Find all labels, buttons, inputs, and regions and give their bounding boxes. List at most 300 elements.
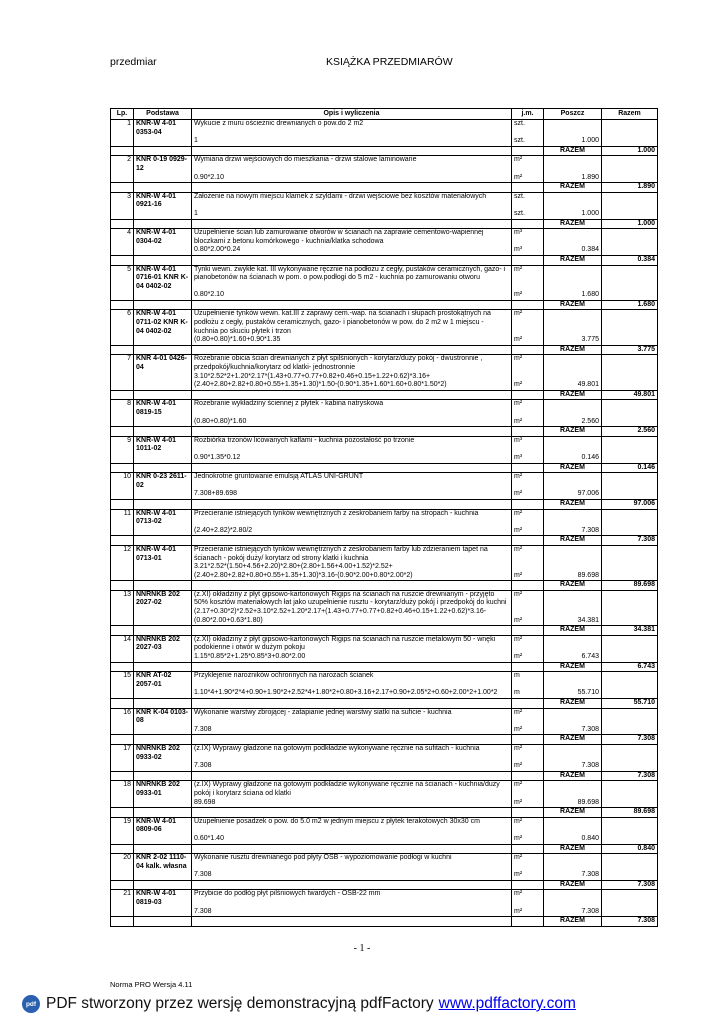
- table-row-calculation: [111, 137, 658, 146]
- razem-total-value: 7.308: [602, 735, 658, 745]
- razem-lp-empty: [111, 146, 134, 156]
- calc-razem-empty: [602, 373, 658, 391]
- item-podstawa: KNR-W 4-01 0713-01: [134, 545, 192, 563]
- item-podstawa: KNR-W 4-01 1011-02: [134, 436, 192, 454]
- table-row-item: [111, 817, 658, 835]
- item-razem-empty: [602, 744, 658, 762]
- calc-lp-empty: [111, 418, 134, 427]
- razem-podstawa-empty: [134, 499, 192, 509]
- item-unit: m³: [512, 229, 544, 247]
- table-row-calculation: [111, 336, 658, 345]
- calc-formula: 1.10*4+1.90*2*4+0.90+1.90*2+2.52*4+1.80*2+0.80+3.16+2.17+0.90+2.05*2+0.60+2.00*2+1.00*2: [192, 689, 512, 698]
- item-description: Uzupełnienie ścian lub zamurowanie otworów w ścianach na zaprawie cementowo-wapiennej bloczkami z betonu komórkowego - kuchnia/klatka schodowa: [192, 229, 512, 247]
- calc-lp-empty: [111, 210, 134, 219]
- table-row-calculation: [111, 454, 658, 463]
- razem-opis-empty: [192, 581, 512, 591]
- column-header-opis: Opis i wyliczenia: [192, 109, 512, 120]
- razem-opis-empty: [192, 427, 512, 437]
- calc-unit: m²: [512, 490, 544, 499]
- table-row-item: [111, 854, 658, 872]
- razem-total-value: 0.146: [602, 463, 658, 473]
- calc-unit: m²: [512, 835, 544, 844]
- razem-total-value: 1.000: [602, 146, 658, 156]
- table-row-razem: [111, 219, 658, 229]
- item-unit: szt.: [512, 120, 544, 138]
- item-unit: m: [512, 672, 544, 690]
- razem-label: RAZEM: [544, 771, 602, 781]
- razem-total-value: 49.801: [602, 390, 658, 400]
- item-lp: 11: [111, 509, 134, 527]
- razem-podstawa-empty: [134, 463, 192, 473]
- calc-unit: m²: [512, 174, 544, 183]
- table-row-razem: [111, 255, 658, 265]
- item-razem-empty: [602, 192, 658, 210]
- table-header-row: [111, 109, 658, 120]
- item-lp: 3: [111, 192, 134, 210]
- calc-unit: m²: [512, 762, 544, 771]
- table-row-item: [111, 545, 658, 563]
- table-row-razem: [111, 463, 658, 473]
- item-podstawa: KNR-W 4-01 0353-04: [134, 120, 192, 138]
- calc-razem-empty: [602, 210, 658, 219]
- calc-unit: m²: [512, 563, 544, 581]
- item-unit: m²: [512, 708, 544, 726]
- item-description: (z.IX) Wyprawy gładzone na gotowym podkładzie wykonywane ręcznie na ścianach - kuchnia/duży pokój i korytarz ściana od klatki: [192, 781, 512, 799]
- razem-total-value: 7.308: [602, 880, 658, 890]
- item-description: (z.XI) okładziny z płyt gipsowo-kartonowych Rigips na ścianach na ruszcie drewnianym - przyjęto 50% kosztów materiałowych łat jako uzupełnienie rusztu - korytarz/duży pokój i przedpokój do kuchni: [192, 590, 512, 608]
- item-razem-empty: [602, 120, 658, 138]
- item-razem-empty: [602, 156, 658, 174]
- item-podstawa: KNR-W 4-01 0711-02 KNR K-04 0402-02: [134, 310, 192, 336]
- calc-formula: 7.308: [192, 908, 512, 917]
- table-row-item: [111, 781, 658, 799]
- razem-label: RAZEM: [544, 844, 602, 854]
- calc-poszcz-value: 1.680: [544, 291, 602, 300]
- item-poszcz-empty: [544, 817, 602, 835]
- razem-label: RAZEM: [544, 183, 602, 193]
- razem-podstawa-empty: [134, 300, 192, 310]
- calc-lp-empty: [111, 490, 134, 499]
- calc-razem-empty: [602, 908, 658, 917]
- razem-lp-empty: [111, 735, 134, 745]
- razem-podstawa-empty: [134, 183, 192, 193]
- razem-lp-empty: [111, 917, 134, 927]
- header-left-title: przedmiar: [110, 56, 157, 68]
- item-poszcz-empty: [544, 854, 602, 872]
- item-description: Uzupełnienie posadzek o pow. do 5.0 m2 w jednym miejscu z płytek terakotowych 30x30 cm: [192, 817, 512, 835]
- calc-lp-empty: [111, 137, 134, 146]
- calc-podstawa-empty: [134, 871, 192, 880]
- table-row-razem: [111, 427, 658, 437]
- calc-razem-empty: [602, 454, 658, 463]
- item-unit: m²: [512, 890, 544, 908]
- calc-razem-empty: [602, 490, 658, 499]
- razem-opis-empty: [192, 699, 512, 709]
- table-row-calculation: [111, 608, 658, 626]
- item-razem-empty: [602, 708, 658, 726]
- calc-unit: m²: [512, 608, 544, 626]
- item-unit: m²: [512, 156, 544, 174]
- item-unit: m³: [512, 436, 544, 454]
- item-podstawa: KNR AT-02 2057-01: [134, 672, 192, 690]
- item-razem-empty: [602, 436, 658, 454]
- item-poszcz-empty: [544, 473, 602, 491]
- razem-jm-empty: [512, 808, 544, 818]
- razem-total-value: 7.308: [602, 536, 658, 546]
- item-poszcz-empty: [544, 156, 602, 174]
- item-podstawa: KNR 4-01 0426-04: [134, 355, 192, 373]
- razem-lp-empty: [111, 808, 134, 818]
- calc-formula: 0.80*2.00*0.24: [192, 246, 512, 255]
- calc-lp-empty: [111, 799, 134, 808]
- item-razem-empty: [602, 473, 658, 491]
- item-description: Przyklejenie narożników ochronnych na narożach ścianek: [192, 672, 512, 690]
- razem-jm-empty: [512, 735, 544, 745]
- table-row-item: [111, 473, 658, 491]
- item-razem-empty: [602, 265, 658, 291]
- table-row-razem: [111, 735, 658, 745]
- table-row-item: [111, 890, 658, 908]
- razem-label: RAZEM: [544, 463, 602, 473]
- razem-total-value: 0.840: [602, 844, 658, 854]
- table-row-calculation: [111, 373, 658, 391]
- table-row-razem: [111, 390, 658, 400]
- item-razem-empty: [602, 817, 658, 835]
- item-description: Wymiana drzwi wejściowych do mieszkania - drzwi stalowe laminowane: [192, 156, 512, 174]
- item-unit: m²: [512, 310, 544, 336]
- item-lp: 20: [111, 854, 134, 872]
- calc-lp-empty: [111, 246, 134, 255]
- razem-jm-empty: [512, 345, 544, 355]
- calc-unit: m²: [512, 653, 544, 662]
- calc-unit: m²: [512, 527, 544, 536]
- razem-label: RAZEM: [544, 626, 602, 636]
- razem-label: RAZEM: [544, 146, 602, 156]
- calc-lp-empty: [111, 762, 134, 771]
- item-description: (z.IX) Wyprawy gładzone na gotowym podkładzie wykonywane ręcznie na sufitach - kuchnia: [192, 744, 512, 762]
- table-row-razem: [111, 844, 658, 854]
- table-row-razem: [111, 345, 658, 355]
- razem-total-value: 6.743: [602, 662, 658, 672]
- razem-opis-empty: [192, 662, 512, 672]
- razem-total-value: 1.680: [602, 300, 658, 310]
- razem-jm-empty: [512, 662, 544, 672]
- item-poszcz-empty: [544, 890, 602, 908]
- item-podstawa: KNR-W 4-01 0819-15: [134, 400, 192, 418]
- razem-opis-empty: [192, 463, 512, 473]
- item-podstawa: NNRNKB 202 2027-03: [134, 635, 192, 653]
- razem-jm-empty: [512, 427, 544, 437]
- table-row-calculation: [111, 490, 658, 499]
- razem-total-value: 3.775: [602, 345, 658, 355]
- razem-podstawa-empty: [134, 735, 192, 745]
- item-lp: 17: [111, 744, 134, 762]
- table-row-calculation: [111, 726, 658, 735]
- calc-poszcz-value: 34.381: [544, 608, 602, 626]
- razem-podstawa-empty: [134, 626, 192, 636]
- item-unit: m²: [512, 473, 544, 491]
- razem-jm-empty: [512, 626, 544, 636]
- table-row-item: [111, 265, 658, 291]
- calc-razem-empty: [602, 653, 658, 662]
- razem-total-value: 55.710: [602, 699, 658, 709]
- calc-formula: 0.80*2.10: [192, 291, 512, 300]
- calc-poszcz-value: 7.308: [544, 908, 602, 917]
- razem-label: RAZEM: [544, 390, 602, 400]
- table-row-razem: [111, 808, 658, 818]
- calc-podstawa-empty: [134, 762, 192, 771]
- calc-razem-empty: [602, 336, 658, 345]
- table-row-razem: [111, 146, 658, 156]
- calc-razem-empty: [602, 174, 658, 183]
- item-razem-empty: [602, 890, 658, 908]
- razem-podstawa-empty: [134, 771, 192, 781]
- calc-unit: m²: [512, 871, 544, 880]
- item-lp: 16: [111, 708, 134, 726]
- calc-poszcz-value: 49.801: [544, 373, 602, 391]
- calc-podstawa-empty: [134, 653, 192, 662]
- calc-podstawa-empty: [134, 210, 192, 219]
- item-poszcz-empty: [544, 744, 602, 762]
- column-header-jm: j.m.: [512, 109, 544, 120]
- razem-jm-empty: [512, 880, 544, 890]
- razem-opis-empty: [192, 917, 512, 927]
- calc-podstawa-empty: [134, 291, 192, 300]
- razem-podstawa-empty: [134, 581, 192, 591]
- item-lp: 2: [111, 156, 134, 174]
- calc-unit: m: [512, 689, 544, 698]
- item-poszcz-empty: [544, 400, 602, 418]
- item-description: Wykonanie warstwy zbrojącej - zatapianie jednej warstwy siatki na suficie - kuchnia: [192, 708, 512, 726]
- item-lp: 14: [111, 635, 134, 653]
- item-unit: m²: [512, 590, 544, 608]
- item-description: Przecieranie istniejących tynków wewnętrznych z zeskrobaniem farby na stropach - kuchnia: [192, 509, 512, 527]
- header-document-title: KSIĄŻKA PRZEDMIARÓW: [326, 56, 453, 68]
- item-poszcz-empty: [544, 229, 602, 247]
- razem-podstawa-empty: [134, 536, 192, 546]
- item-poszcz-empty: [544, 436, 602, 454]
- calc-formula: 89.698: [192, 799, 512, 808]
- calc-unit: szt.: [512, 210, 544, 219]
- column-header-razem: Razem: [602, 109, 658, 120]
- razem-lp-empty: [111, 536, 134, 546]
- calc-unit: m²: [512, 336, 544, 345]
- calc-unit: m²: [512, 291, 544, 300]
- razem-opis-empty: [192, 146, 512, 156]
- item-description: Przecieranie istniejących tynków wewnętrznych z zeskrobaniem farby lub zdzieraniem tapet na ścianach - pokój duży/ korytarz od strony klatki i kuchnia: [192, 545, 512, 563]
- table-row-razem: [111, 771, 658, 781]
- table-row-razem: [111, 662, 658, 672]
- razem-podstawa-empty: [134, 844, 192, 854]
- calc-unit: m²: [512, 418, 544, 427]
- pdf-factory-banner: [22, 992, 576, 1016]
- item-description: Jednokrotne gruntowanie emulsją ATLAS UNI-GRUNT: [192, 473, 512, 491]
- przedmiar-table: [110, 108, 658, 927]
- table-row-calculation: [111, 871, 658, 880]
- razem-label: RAZEM: [544, 662, 602, 672]
- calc-formula: 3.10*2.52*2+1.20*2.17*(1.43+0.77+0.77+0.82+0.46+0.15+1.22+0.62)*3.16+(2.40+2.80+2.82+0.80+0.55+1.35+1.30)*1.50-(0.90*1.35+1.60*1.60+0.80*1.50*2): [192, 373, 512, 391]
- razem-opis-empty: [192, 844, 512, 854]
- item-podstawa: KNR K-04 0103-08: [134, 708, 192, 726]
- table-row-calculation: [111, 689, 658, 698]
- calc-poszcz-value: 1.890: [544, 174, 602, 183]
- item-unit: m²: [512, 635, 544, 653]
- calc-lp-empty: [111, 871, 134, 880]
- item-lp: 21: [111, 890, 134, 908]
- calc-formula: 0.90*2.10: [192, 174, 512, 183]
- item-lp: 5: [111, 265, 134, 291]
- calc-poszcz-value: 7.308: [544, 726, 602, 735]
- razem-label: RAZEM: [544, 808, 602, 818]
- table-row-razem: [111, 183, 658, 193]
- razem-total-value: 0.384: [602, 255, 658, 265]
- item-podstawa: NNRNKB 202 2027-02: [134, 590, 192, 608]
- calc-poszcz-value: 7.308: [544, 527, 602, 536]
- table-row-item: [111, 120, 658, 138]
- calc-podstawa-empty: [134, 563, 192, 581]
- calc-poszcz-value: 0.146: [544, 454, 602, 463]
- page-number: - 1 -: [353, 943, 371, 954]
- software-version: Norma PRO Wersja 4.11: [110, 980, 193, 989]
- razem-jm-empty: [512, 390, 544, 400]
- razem-podstawa-empty: [134, 880, 192, 890]
- calc-podstawa-empty: [134, 454, 192, 463]
- razem-lp-empty: [111, 662, 134, 672]
- calc-lp-empty: [111, 726, 134, 735]
- calc-formula: 7.308: [192, 726, 512, 735]
- calc-lp-empty: [111, 835, 134, 844]
- item-podstawa: KNR 2-02 1110-04 kalk. własna: [134, 854, 192, 872]
- calc-formula: (2.17+0.30*2)*2.52+3.10*2.52+1.20*2.17+(1.43+0.77+0.77+0.82+0.46+0.15+1.22+0.62)*3.16-(0.80*2.00+0.63*1.80): [192, 608, 512, 626]
- item-description: Rozbiórka trzonów licowanych kaflami - kuchnia pozostałość po trzonie: [192, 436, 512, 454]
- calc-razem-empty: [602, 527, 658, 536]
- razem-podstawa-empty: [134, 345, 192, 355]
- item-podstawa: NNRNKB 202 0933-02: [134, 744, 192, 762]
- razem-lp-empty: [111, 771, 134, 781]
- calc-razem-empty: [602, 871, 658, 880]
- calc-poszcz-value: 0.840: [544, 835, 602, 844]
- item-unit: m²: [512, 854, 544, 872]
- calc-formula: 1.15*0.85*2+1.25*0.85*3+0.80*2.00: [192, 653, 512, 662]
- item-podstawa: KNR-W 4-01 0304-02: [134, 229, 192, 247]
- razem-lp-empty: [111, 390, 134, 400]
- column-header-podstawa: Podstawa: [134, 109, 192, 120]
- calc-podstawa-empty: [134, 908, 192, 917]
- razem-podstawa-empty: [134, 662, 192, 672]
- razem-opis-empty: [192, 771, 512, 781]
- item-unit: szt.: [512, 192, 544, 210]
- table-row-item: [111, 708, 658, 726]
- calc-unit: m²: [512, 908, 544, 917]
- calc-poszcz-value: 6.743: [544, 653, 602, 662]
- item-razem-empty: [602, 854, 658, 872]
- item-poszcz-empty: [544, 590, 602, 608]
- table-row-razem: [111, 581, 658, 591]
- item-description: Uzupełnienie tynków wewn. kat.III z zaprawy cem.-wap. na ścianach i słupach prostokątnych na podłożu z cegły, pustaków ceramicznych, gazo- i pianobetonów w pow. do 2 m2 w 1 miejscu - kuchnia po skuciu płytek i trzon: [192, 310, 512, 336]
- razem-label: RAZEM: [544, 917, 602, 927]
- calc-unit: szt.: [512, 137, 544, 146]
- item-razem-empty: [602, 545, 658, 563]
- item-razem-empty: [602, 590, 658, 608]
- pdf-factory-link[interactable]: www.pdffactory.com: [438, 995, 576, 1012]
- calc-podstawa-empty: [134, 799, 192, 808]
- calc-formula: 7.308+89.698: [192, 490, 512, 499]
- item-unit: m²: [512, 817, 544, 835]
- razem-lp-empty: [111, 581, 134, 591]
- calc-lp-empty: [111, 563, 134, 581]
- razem-opis-empty: [192, 499, 512, 509]
- calc-unit: m²: [512, 799, 544, 808]
- calc-podstawa-empty: [134, 373, 192, 391]
- calc-razem-empty: [602, 762, 658, 771]
- table-row-calculation: [111, 174, 658, 183]
- calc-poszcz-value: 55.710: [544, 689, 602, 698]
- razem-lp-empty: [111, 463, 134, 473]
- razem-opis-empty: [192, 880, 512, 890]
- razem-jm-empty: [512, 146, 544, 156]
- calc-poszcz-value: 1.000: [544, 210, 602, 219]
- item-poszcz-empty: [544, 781, 602, 799]
- razem-total-value: 7.308: [602, 771, 658, 781]
- calc-razem-empty: [602, 418, 658, 427]
- calc-podstawa-empty: [134, 174, 192, 183]
- razem-lp-empty: [111, 255, 134, 265]
- item-lp: 13: [111, 590, 134, 608]
- calc-razem-empty: [602, 799, 658, 808]
- razem-jm-empty: [512, 219, 544, 229]
- razem-total-value: 89.698: [602, 808, 658, 818]
- table-row-razem: [111, 699, 658, 709]
- calc-poszcz-value: 7.308: [544, 871, 602, 880]
- table-row-calculation: [111, 527, 658, 536]
- razem-lp-empty: [111, 844, 134, 854]
- item-lp: 7: [111, 355, 134, 373]
- razem-label: RAZEM: [544, 735, 602, 745]
- razem-podstawa-empty: [134, 917, 192, 927]
- item-razem-empty: [602, 635, 658, 653]
- item-unit: m²: [512, 265, 544, 291]
- calc-razem-empty: [602, 608, 658, 626]
- table-row-calculation: [111, 799, 658, 808]
- item-podstawa: KNR-W 4-01 0819-03: [134, 890, 192, 908]
- razem-label: RAZEM: [544, 880, 602, 890]
- item-razem-empty: [602, 310, 658, 336]
- razem-podstawa-empty: [134, 699, 192, 709]
- calc-razem-empty: [602, 291, 658, 300]
- razem-total-value: 7.308: [602, 917, 658, 927]
- razem-lp-empty: [111, 219, 134, 229]
- calc-formula: (2.40+2.82)*2.80/2: [192, 527, 512, 536]
- item-lp: 9: [111, 436, 134, 454]
- razem-podstawa-empty: [134, 146, 192, 156]
- item-razem-empty: [602, 355, 658, 373]
- item-podstawa: KNR-W 4-01 0713-02: [134, 509, 192, 527]
- calc-poszcz-value: 89.698: [544, 799, 602, 808]
- razem-opis-empty: [192, 808, 512, 818]
- table-row-razem: [111, 917, 658, 927]
- calc-poszcz-value: 3.775: [544, 336, 602, 345]
- calc-razem-empty: [602, 726, 658, 735]
- razem-podstawa-empty: [134, 390, 192, 400]
- calc-lp-empty: [111, 689, 134, 698]
- razem-total-value: 1.890: [602, 183, 658, 193]
- razem-lp-empty: [111, 880, 134, 890]
- razem-jm-empty: [512, 917, 544, 927]
- item-lp: 6: [111, 310, 134, 336]
- item-unit: m²: [512, 400, 544, 418]
- item-razem-empty: [602, 672, 658, 690]
- item-razem-empty: [602, 781, 658, 799]
